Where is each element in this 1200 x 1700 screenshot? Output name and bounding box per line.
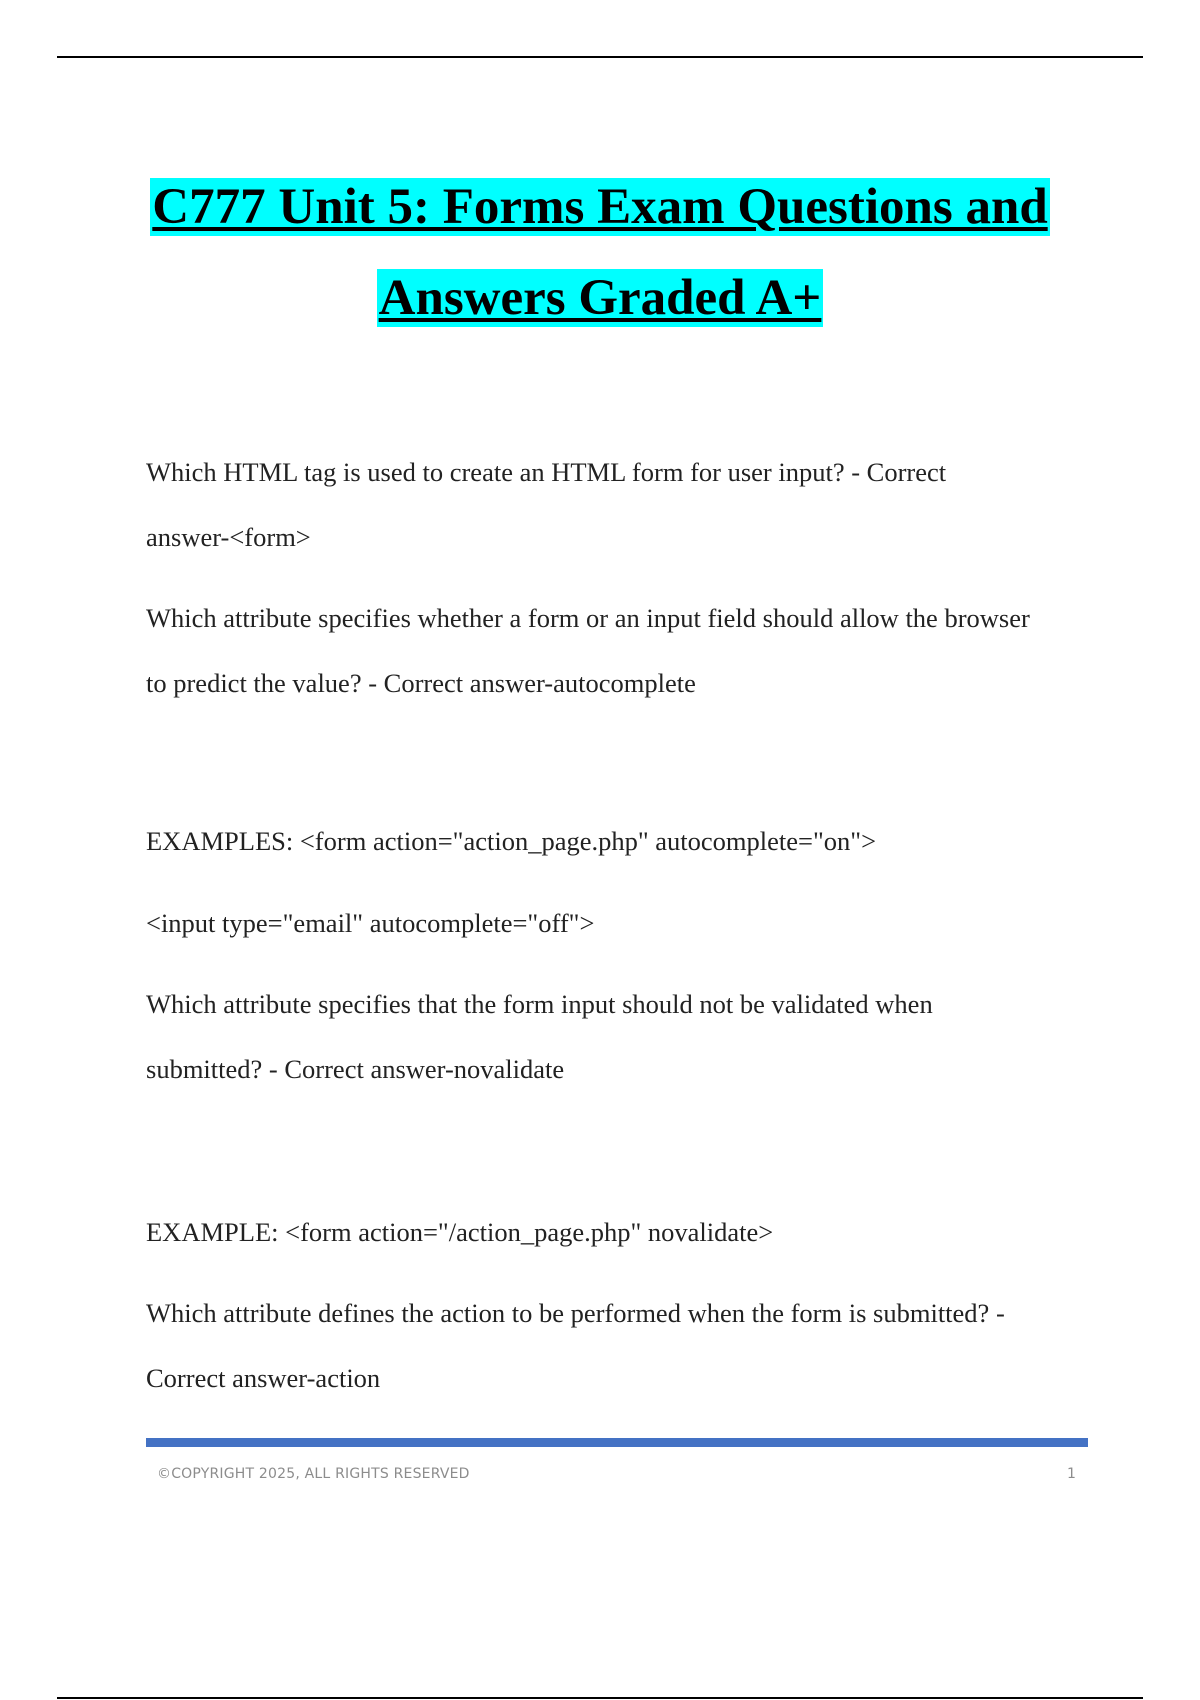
example-line-3: EXAMPLE: <form action="/action_page.php" novalidate>: [146, 1217, 774, 1247]
example-line-1: EXAMPLES: <form action="action_page.php" autocomplete="on">: [146, 826, 877, 856]
question-1-line-1: Which HTML tag is used to create an HTML form for user input? - Correct: [146, 457, 947, 487]
title-line-2: Answers Graded A+: [378, 270, 822, 326]
question-3-line-2: submitted? - Correct answer-novalidate: [146, 1054, 565, 1084]
footer-copyright: ©COPYRIGHT 2025, ALL RIGHTS RESERVED: [157, 1466, 470, 1482]
question-2-line-1: Which attribute specifies whether a form or an input field should allow the browser: [146, 603, 1030, 633]
bottom-rule: [57, 1697, 1143, 1699]
example-line-2: <input type="email" autocomplete="off">: [146, 908, 595, 938]
top-rule: [57, 56, 1143, 58]
question-3-line-1: Which attribute specifies that the form input should not be validated when: [146, 989, 933, 1019]
footer-bar: [146, 1438, 1088, 1447]
page-number: 1: [1067, 1466, 1077, 1482]
document-title: [100, 178, 1100, 327]
question-2-line-2: to predict the value? - Correct answer-autocomplete: [146, 668, 696, 698]
question-4-line-1: Which attribute defines the action to be performed when the form is submitted? -: [146, 1298, 1005, 1328]
question-4-line-2: Correct answer-action: [146, 1363, 381, 1393]
title-line-1: C777 Unit 5: Forms Exam Questions and: [152, 179, 1048, 235]
question-1-line-2: answer-<form>: [146, 522, 311, 552]
